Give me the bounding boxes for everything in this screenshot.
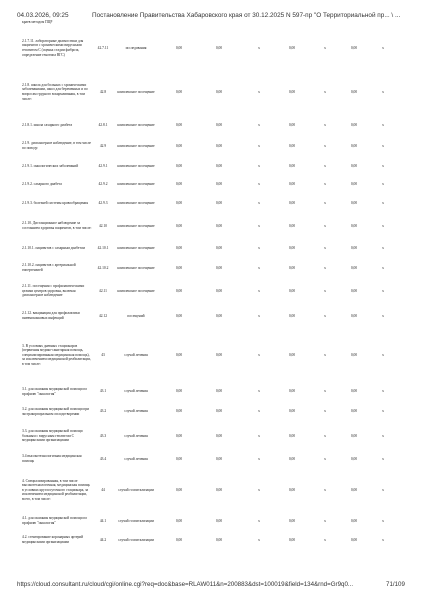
row-value-4: 0,00 [350,433,358,438]
row-x-2: х [324,537,326,542]
table-row [0,328,424,382]
row-code: 42.8.1 [98,123,108,128]
row-code: 43.2 [99,409,107,414]
print-timestamp: 04.03.2026, 09:25 [17,12,69,19]
row-x-3: х [382,389,384,394]
row-code: 44 [101,487,105,492]
row-code: 43.4 [99,456,107,461]
table-row [0,530,424,550]
row-x-1: х [258,409,260,414]
row-x-2: х [324,433,326,438]
row-x-3: х [382,246,384,251]
row-code: 42.7.11 [97,45,109,50]
row-value-4: 0,00 [350,313,358,318]
row-value-3: 0,00 [288,288,296,293]
row-x-3: х [382,456,384,461]
row-value-3: 0,00 [288,182,296,187]
row-unit: случай госпитализации [118,487,154,492]
row-x-1: х [258,89,260,94]
row-unit: исследования [125,45,147,50]
row-unit: случай лечения [124,409,148,414]
row-unit: комплексное посещение [117,182,155,187]
row-value-1: 0,00 [175,389,183,394]
row-value-1: 0,00 [175,182,183,187]
row-x-1: х [258,487,260,492]
row-label: 2.1.7.11. лабораторные диагностики для пациентов с хроническими вирусными гепатитом С (оценка стадии фиброза, определение генотипа ВГС) [22,38,84,57]
row-label: 2.1.10.2. пациентов с артериальной гипертензией [22,263,76,272]
row-value-1: 0,00 [175,265,183,270]
row-x-2: х [324,389,326,394]
row-x-2: х [324,143,326,148]
row-label: 2.1.9. диспансерное наблюдение, в том числе по поводу: [22,141,92,150]
row-value-3: 0,00 [288,223,296,228]
row-value-4: 0,00 [350,409,358,414]
row-x-2: х [324,456,326,461]
row-x-2: х [324,518,326,523]
row-value-3: 0,00 [288,143,296,148]
row-label: 3.1. для оказания медицинской помощи по профилю "онкология" [22,386,88,396]
page-number: 71/109 [386,581,405,588]
row-code: 42.10.2 [97,265,109,270]
row-x-3: х [382,45,384,50]
row-value-1: 0,00 [175,246,183,251]
row-value-1: 0,00 [175,487,183,492]
row-value-3: 0,00 [288,389,296,394]
row-x-3: х [382,223,384,228]
row-value-2: 0,00 [215,487,223,492]
row-value-4: 0,00 [350,352,358,357]
row-x-1: х [258,313,260,318]
row-value-3: 0,00 [288,352,296,357]
row-x-3: х [382,409,384,414]
row-x-1: х [258,518,260,523]
row-label: 2.1.11. посещения с профилактическими целями центров здоровья, включая диспансерное наблюдение [22,284,85,298]
row-code: 44.1 [99,518,107,523]
table-row [0,68,424,116]
row-unit: случай госпитализации [118,537,154,542]
row-code: 43 [101,352,105,357]
row-value-2: 0,00 [215,288,223,293]
row-x-2: х [324,246,326,251]
row-unit: комплексное посещение [117,89,155,94]
row-label: 2.1.9.3. болезней системы кровообращения [22,201,89,206]
row-x-3: х [382,487,384,492]
row-x-2: х [324,123,326,128]
row-value-4: 0,00 [350,518,358,523]
table-row [0,401,424,422]
row-x-1: х [258,123,260,128]
table-row [0,213,424,239]
row-code: 42.9.1 [98,163,108,168]
row-unit: случай лечения [124,456,148,461]
row-value-1: 0,00 [175,433,183,438]
table-row [0,175,424,194]
row-value-4: 0,00 [350,201,358,206]
row-value-3: 0,00 [288,246,296,251]
row-value-4: 0,00 [350,89,358,94]
row-x-2: х [324,223,326,228]
row-value-4: 0,00 [350,288,358,293]
row-value-3: 0,00 [288,265,296,270]
row-x-1: х [258,223,260,228]
row-x-1: х [258,45,260,50]
table-row [0,382,424,401]
row-code: 42.10.1 [97,246,109,251]
row-x-3: х [382,352,384,357]
row-value-2: 0,00 [215,201,223,206]
row-x-1: х [258,288,260,293]
row-value-3: 0,00 [288,163,296,168]
row-x-1: х [258,265,260,270]
table-row [0,239,424,258]
row-value-2: 0,00 [215,45,223,50]
row-value-2: 0,00 [215,123,223,128]
row-value-3: 0,00 [288,487,296,492]
table-row [0,116,424,135]
row-value-1: 0,00 [175,352,183,357]
row-x-3: х [382,182,384,187]
page-footer [0,581,424,593]
row-unit: комплексное посещение [117,288,155,293]
row-unit: случай госпитализации [118,518,154,523]
table-row [0,468,424,512]
row-label: 4. Специализированная, в том числе высокотехнологичная, медицинская помощь в условиях круглосуточного стационара, за исключением медицинской реабилитации, всего, в том числе: [22,478,91,501]
table-row [0,422,424,450]
row-value-1: 0,00 [175,45,183,50]
row-value-1: 0,00 [175,143,183,148]
row-label: 2.1.9.1. онкологических заболеваний [22,163,79,168]
page-header [0,12,424,24]
row-x-2: х [324,163,326,168]
row-label: 4.2. стентирование коронарных артерий медицинскими организациями [22,535,84,544]
row-code: 42.10 [98,223,108,228]
row-unit: случай лечения [124,389,148,394]
document-title: Постановление Правительства Хабаровского края от 30.12.2025 N 597-пр "О Территориальной пр... \ ... [92,12,401,19]
row-value-2: 0,00 [215,223,223,228]
table-row [0,258,424,278]
row-code: 42.9.2 [98,182,108,187]
row-value-3: 0,00 [288,456,296,461]
row-x-1: х [258,456,260,461]
row-label: 2.1.9.2. сахарного диабета [22,182,62,187]
row-x-2: х [324,352,326,357]
table-row [0,194,424,213]
row-value-2: 0,00 [215,518,223,523]
row-unit: случай лечения [124,433,148,438]
row-value-1: 0,00 [175,409,183,414]
row-x-3: х [382,288,384,293]
row-value-3: 0,00 [288,313,296,318]
row-x-1: х [258,433,260,438]
row-unit: комплексное посещение [117,201,155,206]
table-row [0,278,424,304]
row-label: 2.1.8.1. школа сахарного диабета [22,123,73,128]
row-value-1: 0,00 [175,223,183,228]
row-value-4: 0,00 [350,223,358,228]
row-x-2: х [324,201,326,206]
row-x-3: х [382,537,384,542]
row-value-1: 0,00 [175,537,183,542]
row-value-2: 0,00 [215,89,223,94]
row-value-1: 0,00 [175,123,183,128]
row-unit: комплексное посещение [117,143,155,148]
document-url[interactable]: https://cloud.consultant.ru/cloud/cgi/online.cgi?req=doc&base=RLAW011&n=200883&dst=100019&field=134&rnd=Gr9q0... [17,581,354,588]
row-value-2: 0,00 [215,409,223,414]
row-label: 2.1.12. вакцинация для профилактики пневмококковых инфекций [22,311,80,320]
row-x-2: х [324,45,326,50]
row-x-1: х [258,143,260,148]
table-row [0,28,424,68]
row-value-4: 0,00 [350,537,358,542]
row-value-1: 0,00 [175,163,183,168]
row-value-4: 0,00 [350,265,358,270]
table-row [0,450,424,468]
table-row [0,135,424,157]
row-value-3: 0,00 [288,537,296,542]
row-x-3: х [382,433,384,438]
row-x-1: х [258,246,260,251]
row-x-3: х [382,163,384,168]
row-x-2: х [324,182,326,187]
row-value-3: 0,00 [288,201,296,206]
row-value-4: 0,00 [350,487,358,492]
row-x-3: х [382,201,384,206]
row-x-2: х [324,487,326,492]
table-row [0,512,424,530]
row-value-2: 0,00 [215,143,223,148]
row-value-4: 0,00 [350,45,358,50]
table-body [0,28,424,550]
row-label: 3.2. для оказания медицинской помощи при экстракорпоральном оплодотворении [22,406,90,416]
row-code: 42.12 [98,313,108,318]
row-label: 3.4 высокотехнологичная медицинская помощь [22,454,82,463]
row-x-1: х [258,182,260,187]
row-value-2: 0,00 [215,265,223,270]
row-value-3: 0,00 [288,409,296,414]
row-x-1: х [258,163,260,168]
row-value-3: 0,00 [288,518,296,523]
row-code: 42.11 [99,288,107,293]
row-code: 42.9 [99,143,107,148]
row-value-2: 0,00 [215,182,223,187]
row-value-4: 0,00 [350,163,358,168]
row-value-2: 0,00 [215,433,223,438]
row-unit: комплексное посещение [117,163,155,168]
row-x-1: х [258,389,260,394]
row-value-3: 0,00 [288,123,296,128]
row-code: 42.9.3 [98,201,108,206]
row-x-3: х [382,265,384,270]
row-value-1: 0,00 [175,288,183,293]
row-label: 3.3. для оказания медицинской помощи больным с вирусным гепатитом С медицинскими организациями [22,429,83,443]
row-x-3: х [382,143,384,148]
row-unit: комплексное посещение [117,265,155,270]
row-unit: комплексное посещение [117,123,155,128]
row-code: 43.3 [99,433,107,438]
row-code: 44.2 [99,537,107,542]
row-x-2: х [324,313,326,318]
row-value-2: 0,00 [215,537,223,542]
row-value-1: 0,00 [175,313,183,318]
row-label: 2.1.10. Дистанционное наблюдение за состоянием здоровья пациентов, в том числе: [22,221,92,230]
row-x-3: х [382,123,384,128]
row-value-3: 0,00 [288,433,296,438]
row-label: 4.1. для оказания медицинской помощи по профилю "онкология" [22,516,88,525]
row-value-2: 0,00 [215,389,223,394]
row-x-2: х [324,89,326,94]
row-unit: комплексное посещение [117,246,155,251]
row-value-2: 0,00 [215,456,223,461]
row-value-3: 0,00 [288,45,296,50]
row-x-1: х [258,201,260,206]
row-x-1: х [258,537,260,542]
row-value-1: 0,00 [175,456,183,461]
row-value-2: 0,00 [215,352,223,357]
row-label: 2.1.10.1. пациентов с сахарным диабетом [22,246,85,251]
row-label: 3. В условиях дневных стационаров (первичная медико-санитарная помощь, специализированная медицинская помощь), за исключением медицинской реабилитации, в том числе: [22,343,92,366]
row-value-4: 0,00 [350,389,358,394]
table-row [0,304,424,328]
row-value-4: 0,00 [350,456,358,461]
row-unit: посещений [127,313,145,318]
row-x-3: х [382,313,384,318]
table-row [0,157,424,175]
row-value-4: 0,00 [350,143,358,148]
row-x-2: х [324,288,326,293]
row-code: 43.1 [99,389,107,394]
row-code: 42.8 [99,89,107,94]
row-value-3: 0,00 [288,89,296,94]
row-unit: случай лечения [124,352,148,357]
row-value-1: 0,00 [175,201,183,206]
row-x-1: х [258,352,260,357]
row-x-3: х [382,518,384,523]
continuation-text: краев методом ПЦР [22,20,53,24]
row-value-1: 0,00 [175,518,183,523]
row-value-2: 0,00 [215,246,223,251]
row-value-4: 0,00 [350,182,358,187]
row-value-4: 0,00 [350,123,358,128]
row-value-2: 0,00 [215,313,223,318]
row-value-2: 0,00 [215,163,223,168]
row-x-3: х [382,89,384,94]
row-value-4: 0,00 [350,246,358,251]
row-x-2: х [324,265,326,270]
row-x-2: х [324,409,326,414]
row-label: 2.1.8. школа для больных с хроническими заболеваниями, школ для беременных и по вопросам грудного вскармливания, в том числе: [22,82,88,101]
row-value-1: 0,00 [175,89,183,94]
row-unit: комплексное посещение [117,223,155,228]
